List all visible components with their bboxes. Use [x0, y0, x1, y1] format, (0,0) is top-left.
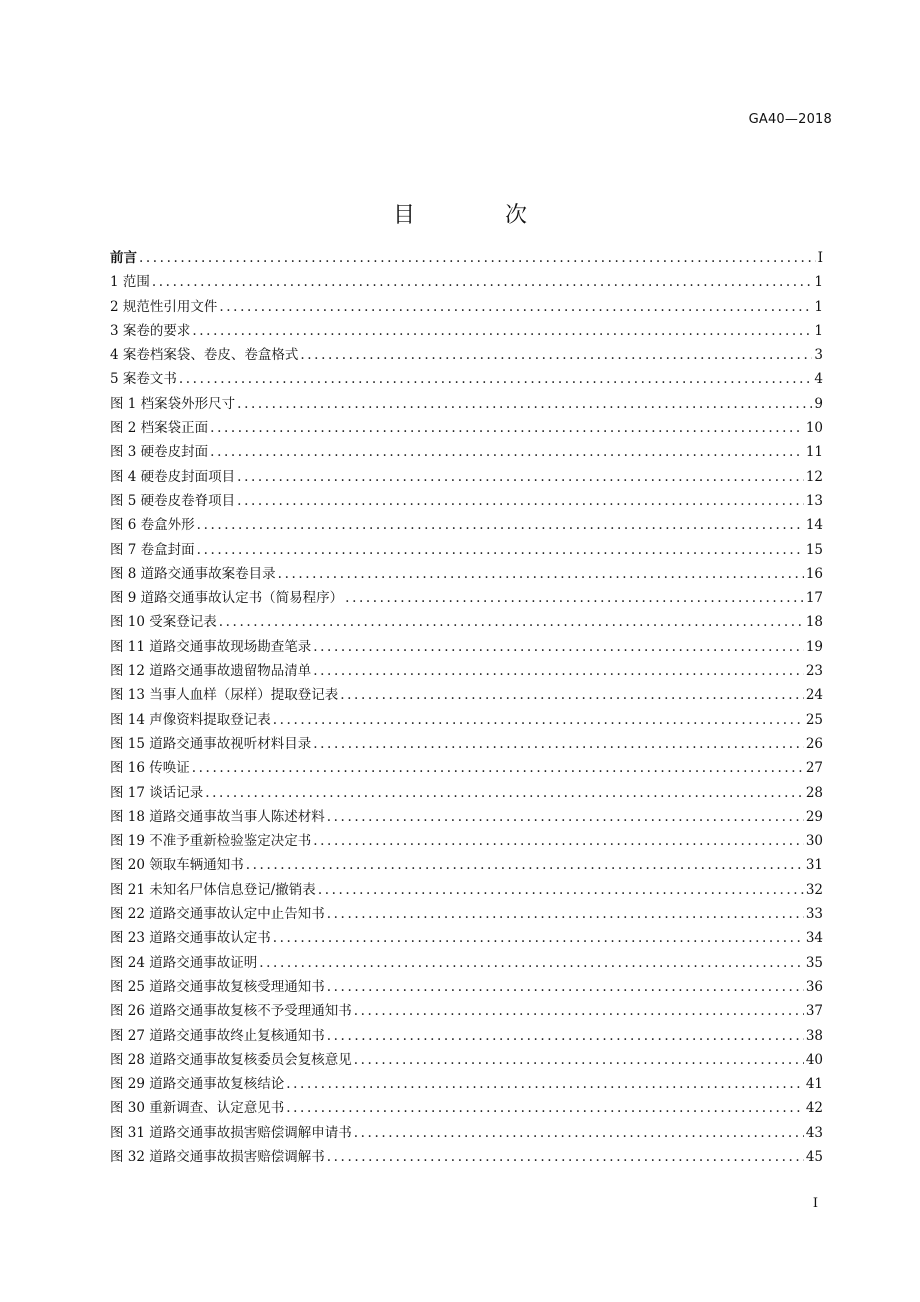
toc-dot-leader — [286, 1100, 804, 1116]
toc-dot-leader — [313, 639, 804, 655]
toc-entry[interactable] — [110, 853, 823, 877]
page-title: 目 次 — [392, 203, 561, 228]
toc-dot-leader — [237, 493, 804, 509]
toc-entry-label: 图 14 声像资料提取登记表 — [110, 711, 271, 728]
toc-entry-label: 图 6 卷盒外形 — [110, 517, 195, 534]
toc-entry-label: 图 15 道路交通事故视听材料目录 — [110, 735, 312, 752]
toc-entry-label: 图 27 道路交通事故终止复核通知书 — [110, 1027, 325, 1044]
toc-entry[interactable] — [110, 416, 823, 440]
standard-code: GA40—2018 — [748, 112, 832, 127]
toc-entry-label: 图 13 当事人血样（尿样）提取登记表 — [110, 687, 339, 704]
toc-entry-page: 11 — [805, 444, 823, 461]
toc-dot-leader — [205, 785, 804, 801]
toc-entry[interactable] — [110, 902, 823, 926]
toc-entry-label: 图 21 未知名尸体信息登记/撤销表 — [110, 881, 316, 898]
toc-entry-label: 4 案卷档案袋、卷皮、卷盒格式 — [110, 347, 299, 364]
toc-entry-page: I — [817, 250, 823, 266]
toc-entry-label: 图 19 不准予重新检验鉴定决定书 — [110, 833, 312, 850]
toc-entry-label: 图 10 受案登记表 — [110, 614, 217, 631]
toc-entry-label: 1 范围 — [110, 274, 150, 291]
toc-dot-leader — [179, 371, 813, 387]
toc-entry-label: 图 20 领取车辆通知书 — [110, 857, 244, 874]
toc-dot-leader — [246, 857, 804, 873]
toc-entry-page: 3 — [814, 347, 823, 364]
toc-dot-leader — [354, 1125, 804, 1141]
toc-dot-leader — [152, 274, 813, 290]
toc-entry-page: 25 — [805, 711, 823, 728]
toc-entry[interactable] — [110, 926, 823, 950]
toc-dot-leader — [139, 250, 816, 266]
toc-dot-leader — [286, 1076, 804, 1092]
toc-entry-label: 5 案卷文书 — [110, 371, 177, 388]
toc-dot-leader — [313, 833, 804, 849]
table-of-contents — [110, 246, 823, 1169]
toc-entry-page: 13 — [805, 492, 823, 509]
toc-entry[interactable] — [110, 392, 823, 416]
toc-entry[interactable] — [110, 732, 823, 756]
toc-dot-leader — [327, 809, 804, 825]
toc-entry-page: 12 — [805, 468, 823, 485]
toc-dot-leader — [318, 882, 804, 898]
toc-dot-leader — [259, 955, 804, 971]
toc-entry-page: 34 — [805, 930, 823, 947]
toc-entry[interactable] — [110, 465, 823, 489]
toc-entry[interactable] — [110, 246, 823, 270]
toc-entry-label: 图 3 硬卷皮封面 — [110, 444, 209, 461]
toc-entry-label: 3 案卷的要求 — [110, 322, 191, 339]
toc-dot-leader — [345, 590, 804, 606]
toc-entry[interactable] — [110, 781, 823, 805]
toc-entry-page: 1 — [814, 274, 823, 291]
toc-entry-page: 36 — [805, 978, 823, 995]
toc-dot-leader — [197, 517, 804, 533]
toc-dot-leader — [192, 760, 804, 776]
toc-entry-page: 35 — [805, 954, 823, 971]
toc-dot-leader — [340, 687, 804, 703]
toc-entry-page: 1 — [814, 322, 823, 339]
toc-dot-leader — [354, 1003, 804, 1019]
toc-entry[interactable] — [110, 586, 823, 610]
toc-dot-leader — [237, 469, 804, 485]
toc-dot-leader — [327, 1149, 804, 1165]
toc-entry-page: 37 — [805, 1003, 823, 1020]
toc-entry[interactable] — [110, 610, 823, 634]
toc-entry-page: 38 — [805, 1027, 823, 1044]
toc-entry-label: 图 29 道路交通事故复核结论 — [110, 1076, 285, 1093]
toc-entry-label: 图 30 重新调查、认定意见书 — [110, 1100, 285, 1117]
toc-dot-leader — [210, 420, 804, 436]
toc-entry-page: 10 — [805, 420, 823, 437]
toc-dot-leader — [354, 1052, 804, 1068]
toc-entry-page: 1 — [814, 298, 823, 315]
toc-entry-label: 图 22 道路交通事故认定中止告知书 — [110, 906, 325, 923]
toc-entry-label: 图 16 传唤证 — [110, 760, 190, 777]
toc-entry-page: 28 — [805, 784, 823, 801]
toc-entry-page: 9 — [814, 395, 823, 412]
toc-entry-label: 图 31 道路交通事故损害赔偿调解申请书 — [110, 1124, 352, 1141]
toc-entry-label: 图 5 硬卷皮卷脊项目 — [110, 492, 236, 509]
toc-entry[interactable] — [110, 440, 823, 464]
toc-entry-page: 16 — [805, 565, 823, 582]
toc-dot-leader — [327, 979, 804, 995]
toc-entry[interactable] — [110, 319, 823, 343]
toc-entry-label: 图 28 道路交通事故复核委员会复核意见 — [110, 1051, 352, 1068]
toc-entry[interactable] — [110, 1048, 823, 1072]
toc-dot-leader — [278, 566, 804, 582]
toc-entry-page: 42 — [805, 1100, 823, 1117]
toc-entry-label: 图 23 道路交通事故认定书 — [110, 930, 271, 947]
toc-entry[interactable] — [110, 562, 823, 586]
toc-entry-page: 14 — [805, 517, 823, 534]
toc-entry-page: 27 — [805, 760, 823, 777]
toc-dot-leader — [210, 444, 804, 460]
toc-entry-label: 图 18 道路交通事故当事人陈述材料 — [110, 808, 325, 825]
toc-entry-label: 图 26 道路交通事故复核不予受理通知书 — [110, 1003, 352, 1020]
toc-dot-leader — [219, 299, 812, 315]
toc-entry-page: 26 — [805, 735, 823, 752]
toc-dot-leader — [313, 663, 804, 679]
toc-entry-page: 43 — [805, 1124, 823, 1141]
toc-entry[interactable] — [110, 975, 823, 999]
toc-entry[interactable] — [110, 1024, 823, 1048]
page-number: I — [812, 1196, 818, 1211]
toc-entry-label: 2 规范性引用文件 — [110, 298, 218, 315]
toc-entry-page: 45 — [805, 1148, 823, 1165]
toc-entry-page: 29 — [805, 808, 823, 825]
toc-dot-leader — [273, 930, 804, 946]
toc-entry[interactable] — [110, 1121, 823, 1145]
toc-entry[interactable] — [110, 635, 823, 659]
toc-entry-label: 图 8 道路交通事故案卷目录 — [110, 565, 276, 582]
toc-dot-leader — [327, 1028, 804, 1044]
toc-entry-label: 图 32 道路交通事故损害赔偿调解书 — [110, 1148, 325, 1165]
toc-entry-page: 15 — [805, 541, 823, 558]
toc-entry[interactable] — [110, 829, 823, 853]
toc-entry[interactable] — [110, 513, 823, 537]
toc-entry-page: 32 — [805, 881, 823, 898]
toc-entry-label: 图 17 谈话记录 — [110, 784, 204, 801]
toc-entry[interactable] — [110, 708, 823, 732]
toc-entry[interactable] — [110, 538, 823, 562]
toc-dot-leader — [192, 323, 812, 339]
toc-dot-leader — [219, 614, 804, 630]
toc-entry-label: 图 24 道路交通事故证明 — [110, 954, 258, 971]
toc-entry-page: 19 — [805, 638, 823, 655]
toc-entry-page: 17 — [805, 590, 823, 607]
toc-entry[interactable] — [110, 1145, 823, 1169]
toc-entry-page: 30 — [805, 833, 823, 850]
toc-entry[interactable] — [110, 999, 823, 1023]
toc-entry[interactable] — [110, 805, 823, 829]
toc-entry-label: 前言 — [110, 250, 137, 266]
toc-entry-label: 图 1 档案袋外形尺寸 — [110, 395, 236, 412]
toc-entry-page: 4 — [814, 371, 823, 388]
toc-entry-label: 图 12 道路交通事故遗留物品清单 — [110, 663, 312, 680]
toc-entry[interactable] — [110, 659, 823, 683]
toc-dot-leader — [327, 906, 804, 922]
toc-entry[interactable] — [110, 878, 823, 902]
toc-entry[interactable] — [110, 367, 823, 391]
toc-dot-leader — [273, 712, 804, 728]
toc-entry[interactable] — [110, 756, 823, 780]
toc-entry-page: 33 — [805, 906, 823, 923]
toc-dot-leader — [313, 736, 804, 752]
toc-entry-label: 图 4 硬卷皮封面项目 — [110, 468, 236, 485]
toc-entry-page: 40 — [805, 1051, 823, 1068]
toc-entry-label: 图 2 档案袋正面 — [110, 420, 209, 437]
toc-entry[interactable] — [110, 295, 823, 319]
toc-dot-leader — [197, 542, 804, 558]
toc-entry-label: 图 11 道路交通事故现场勘查笔录 — [110, 638, 312, 655]
toc-entry[interactable] — [110, 343, 823, 367]
toc-entry[interactable] — [110, 270, 823, 294]
toc-dot-leader — [300, 347, 812, 363]
toc-entry-page: 41 — [805, 1076, 823, 1093]
toc-dot-leader — [237, 396, 812, 412]
toc-entry-label: 图 9 道路交通事故认定书（简易程序） — [110, 590, 344, 607]
toc-entry[interactable] — [110, 1072, 823, 1096]
toc-entry-page: 23 — [805, 663, 823, 680]
toc-entry-page: 18 — [805, 614, 823, 631]
toc-entry-page: 31 — [805, 857, 823, 874]
toc-entry[interactable] — [110, 489, 823, 513]
toc-entry[interactable] — [110, 683, 823, 707]
toc-entry-label: 图 7 卷盒封面 — [110, 541, 195, 558]
toc-entry[interactable] — [110, 1096, 823, 1120]
toc-entry[interactable] — [110, 951, 823, 975]
toc-entry-page: 24 — [805, 687, 823, 704]
toc-entry-label: 图 25 道路交通事故复核受理通知书 — [110, 978, 325, 995]
